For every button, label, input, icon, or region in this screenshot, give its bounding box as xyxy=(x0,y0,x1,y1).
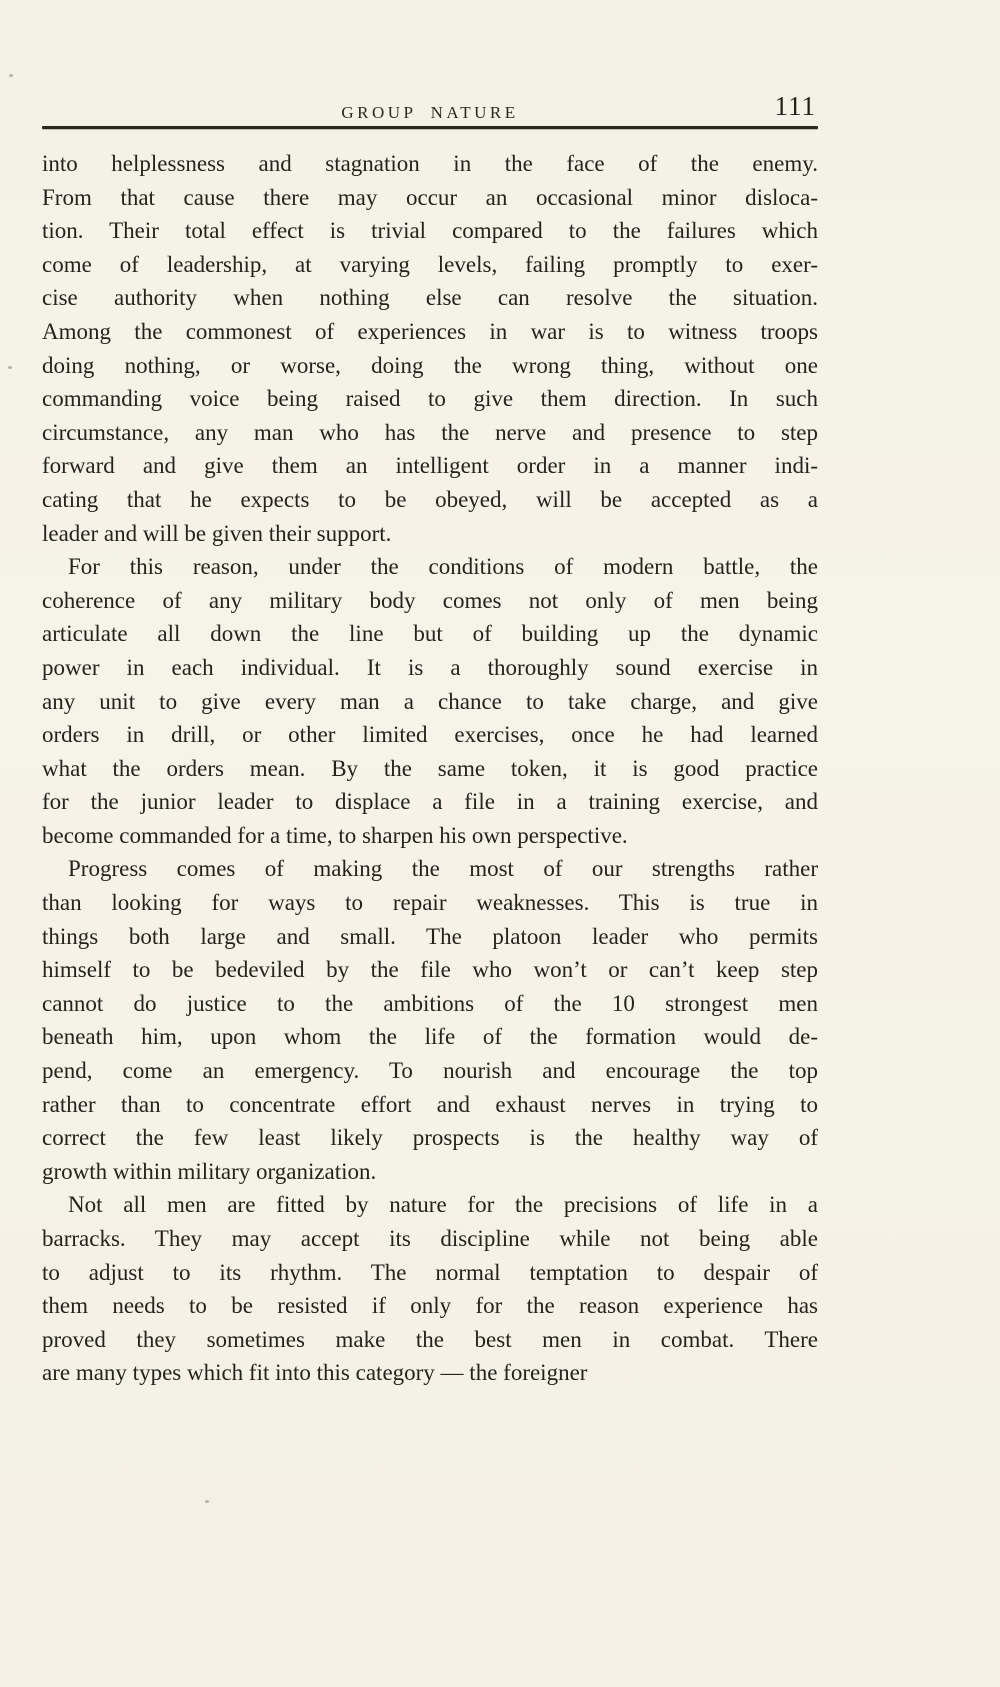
text-line: barracks. They may accept its discipline while not being able xyxy=(42,1226,818,1251)
text-line: leader and will be given their support. xyxy=(42,520,392,546)
text-line: beneath him, upon whom the life of the formation would de- xyxy=(42,1024,818,1050)
text-line: than looking for ways to repair weaknesses. This is true in xyxy=(42,890,818,916)
text-line: cating that he expects to be obeyed, will be accepted as a xyxy=(42,486,818,512)
text-line: commanding voice being raised to give them direction. In such xyxy=(42,386,818,412)
text-line: tion. Their total effect is trivial compared to the failures which xyxy=(42,218,818,244)
text-line: cise authority when nothing else can resolve the situation. xyxy=(42,285,818,311)
text-line: himself to be bedeviled by the file who won’t or can’t keep step xyxy=(42,957,818,983)
running-head: GROUP NATURE xyxy=(341,103,519,122)
text-line: articulate all down the line but of building up the dynamic xyxy=(42,621,818,647)
text-line: Among the commonest of experiences in war is to witness troops xyxy=(42,318,818,344)
text-line: pend, come an emergency. To nourish and encourage the top xyxy=(42,1058,818,1084)
text-line: power in each individual. It is a thoroughly sound exercise in xyxy=(42,654,818,680)
text-line: orders in drill, or other limited exercises, once he had learned xyxy=(42,722,818,748)
text-line: coherence of any military body comes not only of men being xyxy=(42,587,818,613)
text-line: them needs to be resisted if only for the reason experience has xyxy=(42,1293,818,1319)
scan-speck xyxy=(205,1500,209,1503)
text-line: become commanded for a time, to sharpen his own perspective. xyxy=(42,822,628,848)
text-line: forward and give them an intelligent order in a manner indi- xyxy=(42,453,818,479)
text-line: circumstance, any man who has the nerve and presence to step xyxy=(42,419,818,445)
text-line: any unit to give every man a chance to take charge, and give xyxy=(42,688,818,714)
text-line: doing nothing, or worse, doing the wrong thing, without one xyxy=(42,352,818,378)
text-line: Progress comes of making the most of our strengths rather xyxy=(68,856,818,882)
text-line: rather than to concentrate effort and exhaust nerves in trying to xyxy=(42,1091,818,1117)
text-line: cannot do justice to the ambitions of the 10 strongest men xyxy=(42,990,818,1016)
page-header xyxy=(42,91,818,128)
paragraph xyxy=(42,852,818,1188)
text-line: Not all men are fitted by nature for the precisions of life in a xyxy=(68,1192,818,1218)
text-line: are many types which fit into this category — the foreigner xyxy=(42,1360,588,1386)
paragraph xyxy=(42,550,818,852)
paragraph xyxy=(42,147,818,550)
header-rule xyxy=(42,126,818,129)
text-line: correct the few least likely prospects is the healthy way of xyxy=(42,1125,818,1151)
scan-speck xyxy=(9,74,13,77)
text-line: proved they sometimes make the best men in combat. There xyxy=(42,1326,818,1352)
text-block xyxy=(42,147,818,1390)
text-line: to adjust to its rhythm. The normal temptation to despair of xyxy=(42,1259,818,1285)
text-line: From that cause there may occur an occasional minor disloca- xyxy=(42,184,818,210)
text-line: what the orders mean. By the same token, it is good practice xyxy=(42,755,818,781)
text-line: growth within military organization. xyxy=(42,1158,377,1184)
text-line: into helplessness and stagnation in the face of the enemy. xyxy=(42,151,818,176)
text-line: For this reason, under the conditions of modern battle, the xyxy=(68,554,818,580)
text-line: for the junior leader to displace a file in a training exercise, and xyxy=(42,789,818,815)
scan-speck xyxy=(8,366,12,369)
text-line: come of leadership, at varying levels, failing promptly to exer- xyxy=(42,251,818,277)
text-line: things both large and small. The platoon leader who permits xyxy=(42,923,818,949)
paragraph xyxy=(42,1188,818,1390)
page-number: 111 xyxy=(774,91,816,121)
